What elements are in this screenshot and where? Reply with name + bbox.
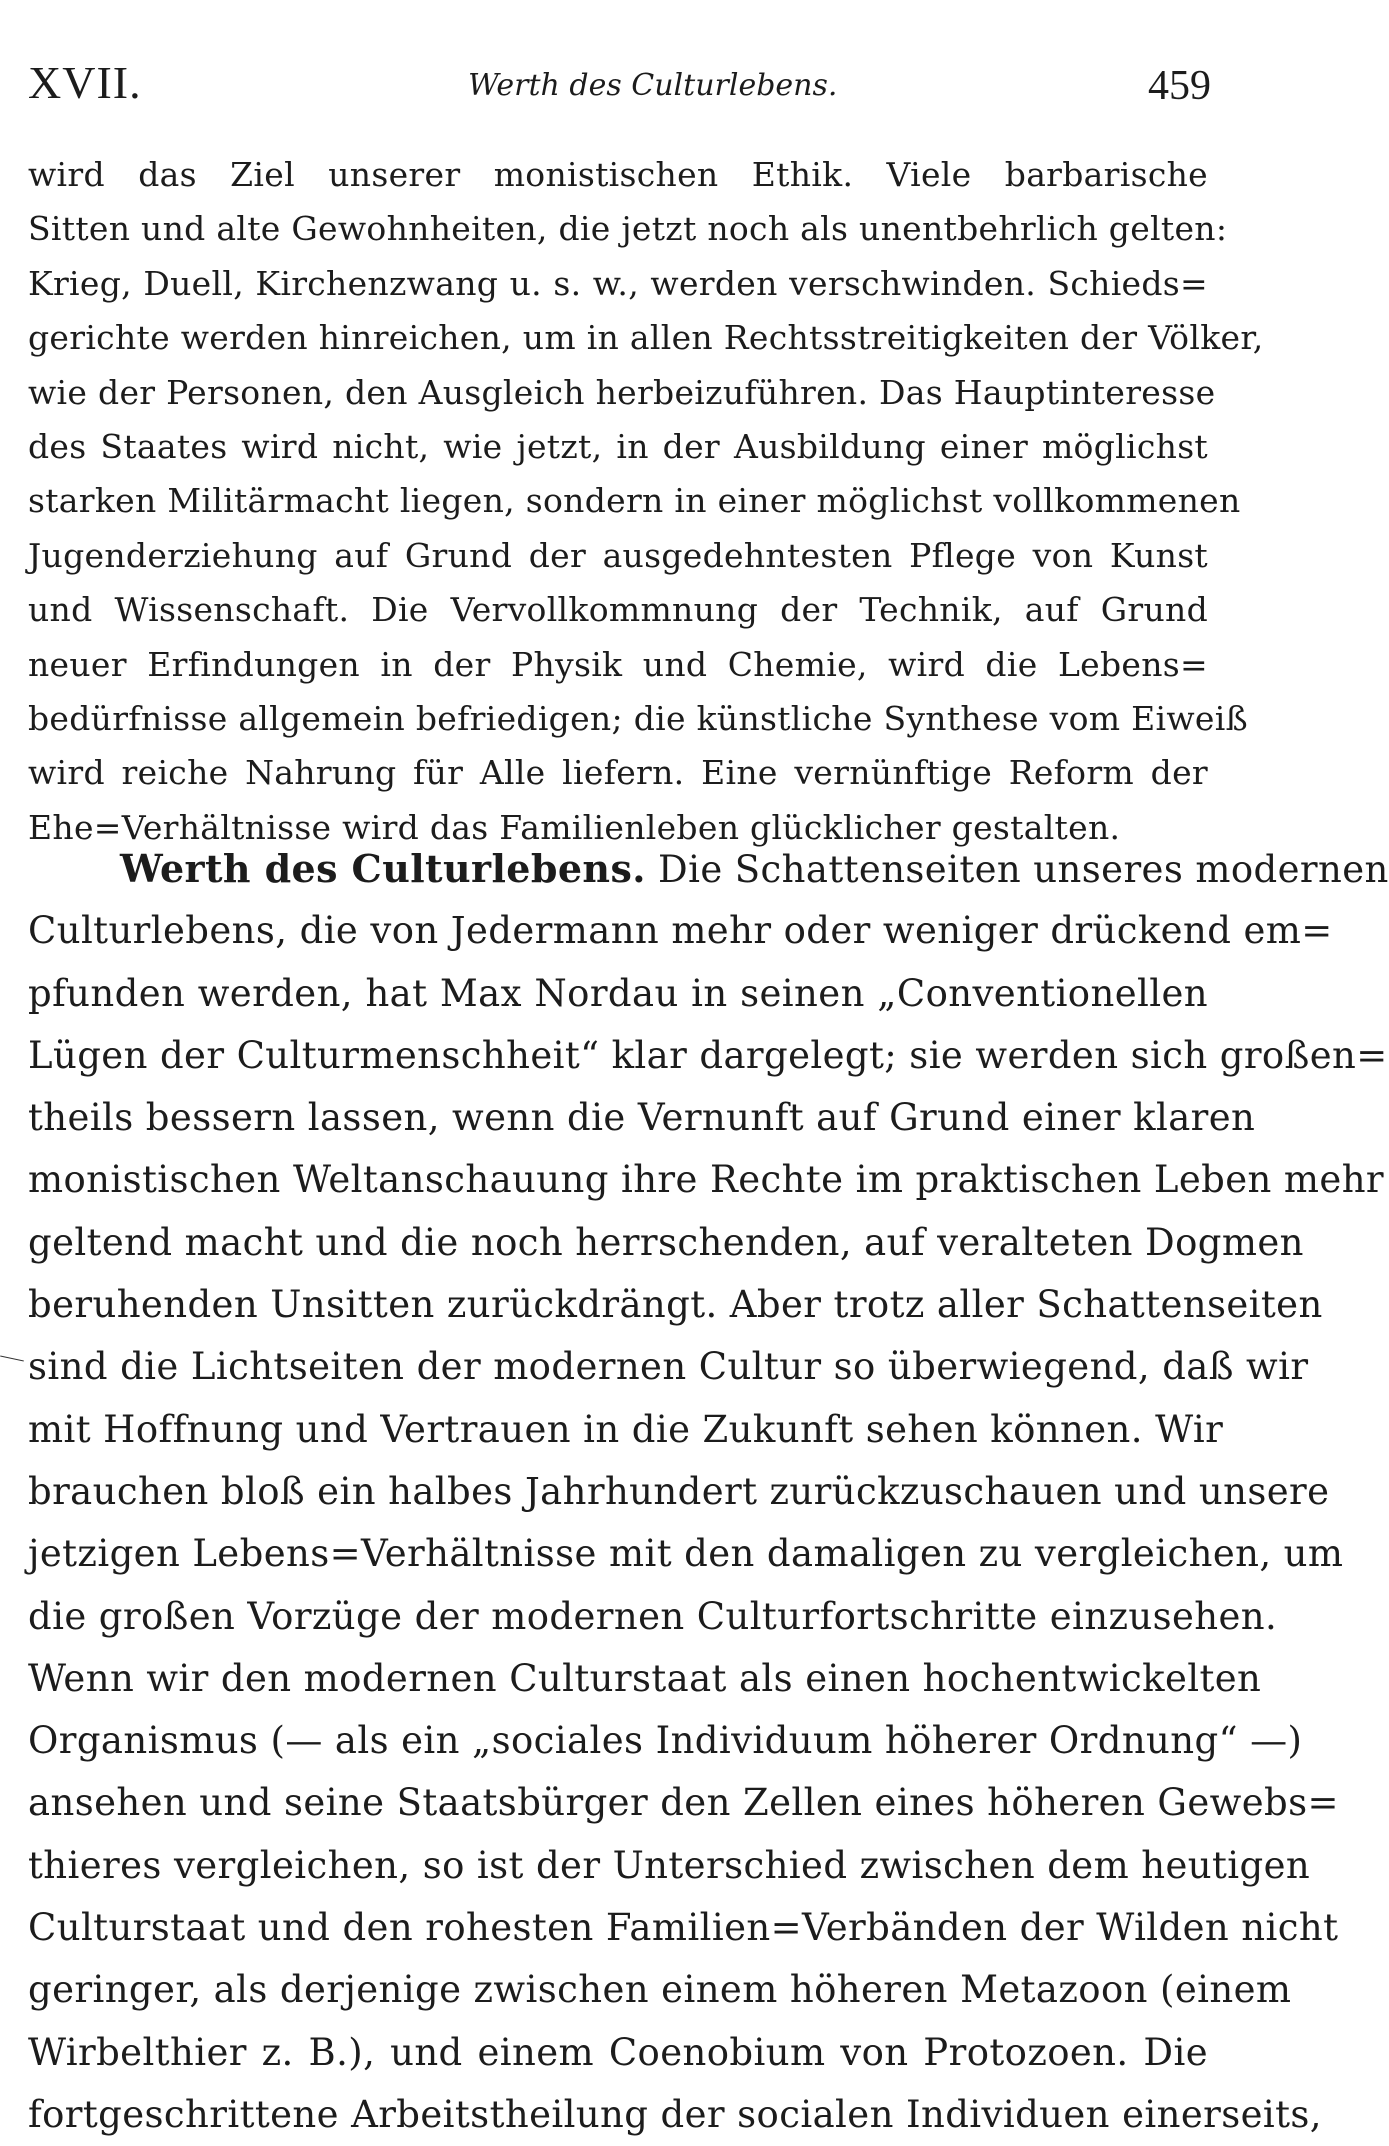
text-line-start: Die Schattenseiten unseres modernen [658,848,1389,891]
text-line: starken Militärmacht liegen, sondern in einer möglichst vollkommenen [28,481,1241,521]
text-line: monistischen Weltanschauung ihre Rechte im praktischen Leben mehr [28,1158,1385,1202]
section-first-line [28,838,1389,900]
text-line: sind die Lichtseiten der modernen Cultur so überwiegend, daß wir [28,1345,1309,1389]
text-line: Ehe=Verhältnisse wird das Familienleben glücklicher gestalten. [28,807,1121,847]
text-line: Organismus (— als ein „sociales Individuum höherer Ordnung“ —) [28,1719,1303,1763]
text-line: Krieg, Duell, Kirchenzwang u. s. w., werden verschwinden. Schieds= [28,263,1208,303]
text-line: fortgeschrittene Arbeitstheilung der socialen Individuen einerseits, [28,2092,1322,2136]
running-title: Werth des Culturlebens. [468,68,838,103]
text-line: Sitten und alte Gewohnheiten, die jetzt noch als unentbehrlich gelten: [28,209,1228,249]
text-line: Culturlebens, die von Jedermann mehr oder weniger drückend em= [28,909,1333,953]
text-line: pfunden werden, hat Max Nordau in seinen „Conventionellen [28,971,1208,1015]
text-line: Lügen der Culturmenschheit“ klar dargelegt; sie werden sich großen= [28,1033,1388,1077]
text-line: Wenn wir den modernen Culturstaat als einen hochentwickelten [28,1656,1262,1700]
text-line: die großen Vorzüge der modernen Culturfortschritte einzusehen. [28,1594,1278,1638]
text-line: neuer Erfindungen in der Physik und Chemie, wird die Lebens= [28,644,1208,684]
page-header [28,56,1219,108]
text-line: geringer, als derjenige zwischen einem höheren Metazoon (einem [28,1968,1292,2012]
section-heading: Werth des Culturlebens. [120,846,646,891]
section-werth-des-culturlebens [28,838,1389,2146]
text-line: gerichte werden hinreichen, um in allen Rechtsstreitigkeiten der Völker, [28,318,1264,358]
text-line: wird das Ziel unserer monistischen Ethik. Viele barbarische [28,155,1208,194]
text-line: beruhenden Unsitten zurückdrängt. Aber trotz aller Schattenseiten [28,1283,1323,1327]
text-line: des Staates wird nicht, wie jetzt, in der Ausbildung einer möglichst [28,426,1208,466]
margin-mark [0,1356,24,1362]
text-line: thieres vergleichen, so ist der Unterschied zwischen dem heutigen [28,1843,1311,1887]
text-line: Jugenderziehung auf Grund der ausgedehntesten Pflege von Kunst [28,535,1208,575]
text-line: Culturstaat und den rohesten Familien=Verbänden der Wilden nicht [28,1906,1339,1950]
text-line: mit Hoffnung und Vertrauen in die Zukunft sehen können. Wir [28,1407,1224,1451]
text-line: brauchen bloß ein halbes Jahrhundert zurückzuschauen und unsere [28,1469,1330,1513]
text-line: und Wissenschaft. Die Vervollkommnung der Technik, auf Grund [28,590,1208,630]
chapter-number: XVII. [28,57,142,108]
text-line: jetzigen Lebens=Verhältnisse mit den damaligen zu vergleichen, um [28,1532,1344,1576]
paragraph-ethik [28,148,1264,855]
text-line: wie der Personen, den Ausgleich herbeizuführen. Das Hauptinteresse [28,372,1216,412]
page-number: 459 [1148,63,1211,109]
text-line: ansehen und seine Staatsbürger den Zellen eines höheren Gewebs= [28,1781,1339,1825]
text-line: theils bessern lassen, wenn die Vernunft auf Grund einer klaren [28,1096,1256,1140]
text-line: wird reiche Nahrung für Alle liefern. Eine vernünftige Reform der [28,753,1208,793]
text-line: bedürfnisse allgemein befriedigen; die künstliche Synthese vom Eiweiß [28,698,1248,738]
text-line: Wirbelthier z. B.), und einem Coenobium von Protozoen. Die [28,2030,1208,2074]
text-line: geltend macht und die noch herrschenden, auf veralteten Dogmen [28,1220,1304,1264]
